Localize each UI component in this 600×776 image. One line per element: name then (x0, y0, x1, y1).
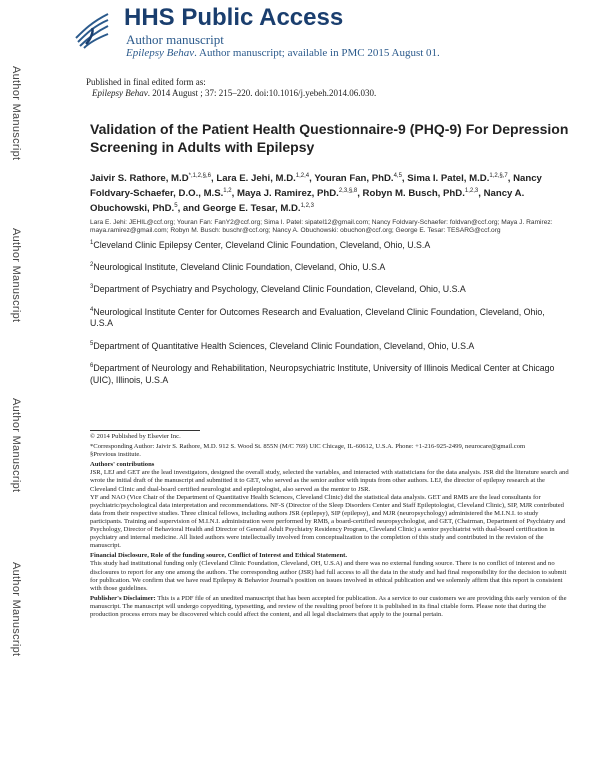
author-separator: , and (177, 203, 203, 215)
affiliation-text: Department of Quantitative Health Sciences, Cleveland Clinic Foundation, Cleveland, Ohio, U.S.A (93, 340, 475, 351)
author-separator: , (231, 188, 237, 200)
author-name: Sima I. Patel, M.D. (407, 173, 490, 185)
author-affiliation-marks: 5 (174, 203, 178, 210)
author-separator: , (309, 173, 315, 185)
author-name: Nancy Foldvary-Schaefer, D.O., M.S. (90, 173, 542, 200)
author-separator: , (507, 173, 514, 185)
sidebar-label: Author Manuscript (10, 228, 22, 323)
publisher-disclaimer (90, 595, 572, 619)
disclaimer-heading: Publisher's Disclaimer: (90, 594, 156, 602)
author-affiliation-marks: 2,3,§,8 (338, 188, 358, 195)
availability-line (126, 47, 440, 59)
author-affiliation-marks: 1,2,3 (464, 188, 479, 195)
author-affiliation-marks: 1,2,4 (295, 173, 310, 179)
affiliation-item (90, 339, 570, 352)
author-affiliation-marks: 1,2 (223, 188, 232, 195)
author-name: George E. Tesar, M.D. (202, 203, 301, 215)
citation-journal: Epilepsy Behav (92, 88, 148, 98)
sidebar-label: Author Manuscript (10, 398, 22, 493)
citation-line (86, 88, 376, 99)
author-separator: , (401, 173, 408, 185)
affiliation-number: 1 (90, 239, 94, 246)
affiliation-number: 3 (90, 284, 94, 291)
corresponding-author-note: *Corresponding Author: Jaivir S. Rathore, M.D. 912 S. Wood St. 855N (M/C 769) UIC Chicage, IL-60612, U.S.A. Phone: +1-216-925-2499, neurocare@gmail.com (90, 443, 526, 451)
author-name: Jaivir S. Rathore, M.D (90, 173, 189, 185)
author-name: Lara E. Jehi, M.D. (216, 173, 296, 185)
affiliation-number: 2 (90, 261, 94, 268)
author-affiliation-marks: 1,2,§,7 (489, 173, 508, 179)
author-affiliation-marks: 1,2,3 (300, 203, 314, 210)
article-front-matter (90, 120, 570, 395)
manuscript-type: Author manuscript (126, 32, 224, 47)
disclaimer-body: This is a PDF file of an unedited manuscript that has been accepted for publication. As a service to our customers we are providing this early version of the manuscript. The manuscript will undergo copyediting, typesetting, and review of the resulting proof before it is published in its final citable form. Please note that during the production process errors may be discovered which could affect the content, and all legal disclaimers that apply to the journal pertain. (90, 594, 567, 618)
contributions-paragraph: YF and NAO (Vice Chair of the Department of Quantitative Health Sciences, Cleveland Clinic) did the statistical data analysis. GET and RMB are the lead consultants for psychiatric/psychological data interpretation and recommendations. NF-S (Director of the Sleep Disorders Center and Staff Epileptologist, Cleveland Clinic), SIP, MJR contributed data from their respective studies. Three clinical fellows, including authors JSR (epilepsy), SIP (epilepsy), and MJR (neuropsychology) administered the M.I.N.I. to study participants. Training and supervision of M.I.N.I. administration were performed by RMB, a board-certified neuropsychologist, and GET, (Chairman, Department of Psychiatry and Psychology, Director of Behavioral Health and Director of General Adult Psychiatry Residency Program, Cleveland Clinic) a senior psychiatrist with dual-board certification in psychiatry and internal medicine. All listed authors were intellectually involved from conceptualization to the completion of this study and contributed in the revision of the manuscript. (90, 493, 566, 550)
sidebar-label: Author Manuscript (10, 562, 22, 657)
journal-name: Epilepsy Behav (126, 47, 195, 59)
affiliation-item (90, 282, 570, 295)
author-name: Robyn M. Busch, PhD. (362, 188, 465, 200)
citation-text: . 2014 August ; 37: 215–220. doi:10.1016/j.yebeh.2014.06.030. (147, 88, 377, 98)
hhs-header (70, 4, 590, 74)
sidebar-label: Author Manuscript (10, 66, 22, 161)
author-emails: Lara E. Jehi: JEHIL@ccf.org; Youran Fan: FanY2@ccf.org; Sima I. Patel: sipatel12@gmail.com; Nancy Foldvary-Schaefer: foldvan@ccf.org; Maya J. Ramirez: maya.ramirez@gmail.com; Robyn M. Busch: buschr@ccf.org; Nancy A. Obuchowski: obuchon@ccf.org; George E. Tesar: TESARG@ccf.org (90, 218, 553, 234)
availability-text: . Author manuscript; available in PMC 2015 August 01. (194, 47, 440, 59)
affiliation-list (90, 238, 570, 387)
author-separator: , (357, 188, 363, 200)
article-title: Validation of the Patient Health Questionnaire-9 (PHQ-9) For Depression Screening in Adults with Epilepsy (90, 121, 569, 155)
author-affiliation-marks: *,1,2,§,6 (188, 173, 211, 179)
copyright-note: © 2014 Published by Elsevier Inc. (90, 433, 181, 440)
author-separator: , (211, 173, 217, 185)
contributions-paragraph: JSR, LEJ and GET are the lead investigators, designed the overall study, selected the variables, and interacted with statisticians for the data analysis. JSR did the literature search and wrote the initial draft of the manuscript and submitted it to GET, who served as the senior author with inputs from other authors. LEJ, the director of epilepsy research at the Cleveland Clinic and dual-board certified neurologist and epileptologist, also served as the mentor to JSR. (90, 469, 569, 493)
financial-disclosure-body: This study had institutional funding only (Cleveland Clinic Foundation, Cleveland, OH, U.S.A) and there was no external funding source. There is no conflict of interest and no disclosures to report for any one among the authors. The corresponding author (JSR) had full access to all the data in the study and had final responsibility for the decision to submit for publication. We confirm that we have read Epilepsy & Behavior Journal's position on issues involved in ethical publication and we solemnly affirm that this report is consistent with those guidelines. (90, 560, 567, 592)
affiliation-text: Cleveland Clinic Epilepsy Center, Cleveland Clinic Foundation, Cleveland, Ohio, U.S.A (93, 239, 431, 250)
hhs-eagle-logo-icon (70, 8, 114, 52)
affiliation-text: Neurological Institute Center for Outcomes Research and Evaluation, Cleveland Clinic Foundation, Cleveland, Ohio, U.S.A (90, 306, 545, 329)
footnotes (90, 433, 572, 619)
hhs-title: HHS Public Access (124, 4, 344, 31)
affiliation-number: 5 (90, 340, 94, 347)
affiliation-item (90, 305, 570, 330)
author-list (90, 170, 570, 216)
footnote-divider (90, 430, 200, 431)
previous-institute-note: §Previous institute. (90, 451, 141, 459)
affiliation-item (90, 361, 570, 386)
affiliation-text: Department of Neurology and Rehabilitation, Neuropsychiatric Institute, University of Illinois Medical Center at Chicago (UIC), Illinois, U.S.A (90, 363, 555, 385)
author-name: Maya J. Ramirez, PhD. (236, 188, 339, 200)
published-label: Published in final edited form as: (86, 77, 206, 87)
affiliation-item (90, 260, 570, 273)
publication-info (86, 77, 376, 99)
author-name: Youran Fan, PhD. (314, 173, 394, 185)
author-manuscript-sidebar (0, 0, 40, 776)
financial-disclosure-heading: Financial Disclosure, Role of the funding source, Conflict of Interest and Ethical Statement. (90, 552, 347, 560)
author-name: Nancy A. Obuchowski, PhD. (90, 188, 525, 215)
affiliation-item (90, 238, 570, 251)
affiliation-number: 6 (90, 363, 94, 370)
author-separator: , (478, 188, 484, 200)
affiliation-text: Neurological Institute, Cleveland Clinic Foundation, Cleveland, Ohio, U.S.A (93, 261, 386, 272)
contributions-heading: Authors' contributions (90, 461, 155, 469)
affiliation-text: Department of Psychiatry and Psychology, Cleveland Clinic Foundation, Cleveland, Ohio, U.S.A (93, 284, 466, 295)
author-affiliation-marks: 4,5 (393, 173, 402, 179)
affiliation-number: 4 (90, 306, 94, 313)
